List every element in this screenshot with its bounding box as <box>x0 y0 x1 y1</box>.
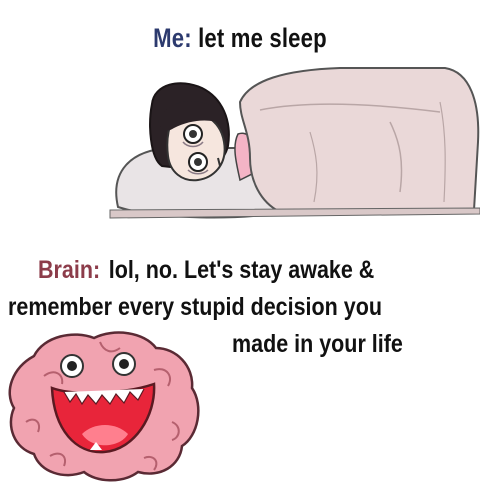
speaker-brain-label: Brain: <box>38 256 101 284</box>
top-caption-text: let me sleep <box>198 23 327 53</box>
bottom-caption-text-1: lol, no. Let's stay awake & <box>108 256 375 284</box>
bottom-caption-line-1 <box>38 252 374 289</box>
grinning-brain-illustration <box>4 326 204 484</box>
speaker-me-label: Me: <box>153 23 192 53</box>
blanket <box>240 68 478 212</box>
sleeping-person-illustration <box>100 62 480 222</box>
bottom-caption-line-2: remember every stupid decision you <box>8 293 383 321</box>
bottom-caption-line-3: made in your life <box>232 330 403 358</box>
mattress <box>110 208 480 218</box>
top-caption <box>43 22 437 54</box>
